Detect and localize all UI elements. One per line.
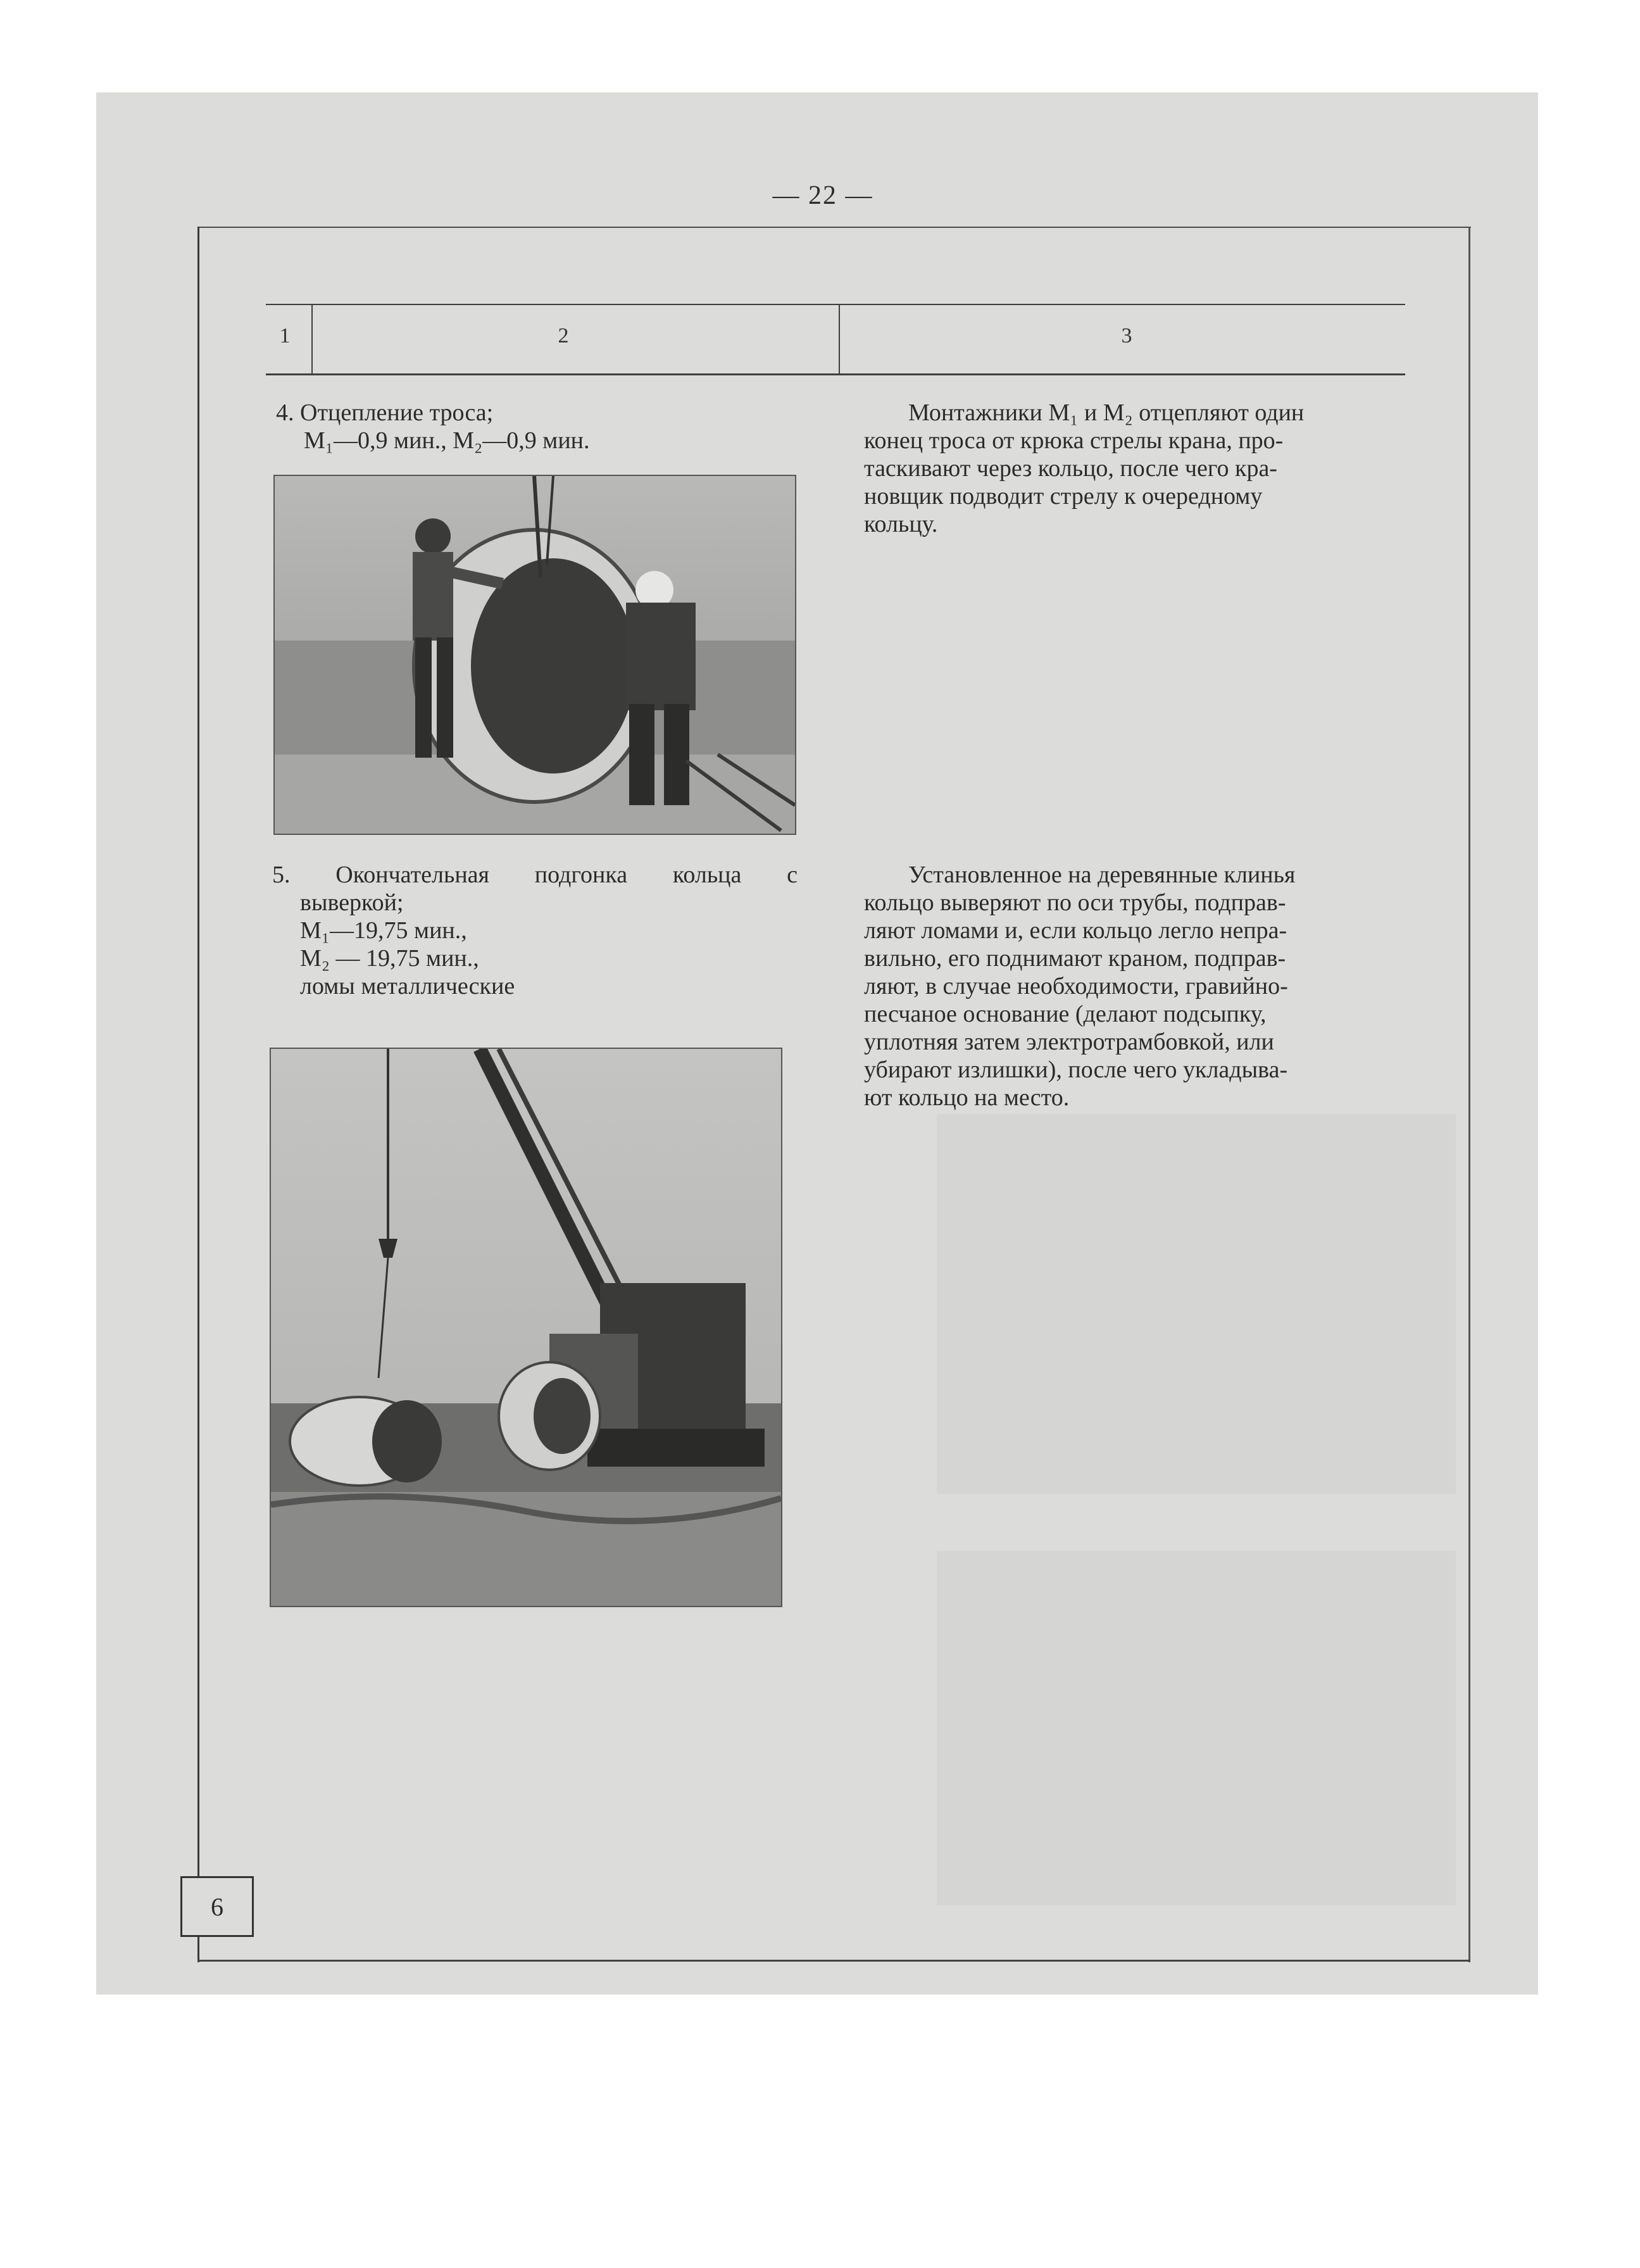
description-4-line-4: новщик подводит стрелу к очередному: [864, 483, 1263, 510]
operation-5-line-2: выверкой;: [300, 889, 404, 916]
operation-5-line-4: М₂ — 19,75 мин.,: [300, 945, 479, 972]
description-4-line-2: конец троса от крюка стрелы крана, про-: [864, 427, 1284, 454]
operation-5-line-5: ломы металлические: [300, 973, 515, 999]
frame-left-border: [197, 227, 199, 1962]
column-number-2: 2: [558, 324, 569, 348]
workers-unhooking-cable-photo: [273, 475, 796, 835]
table-header-top-rule: [266, 304, 1405, 305]
description-5-line-3: ляют ломами и, если кольцо легло непра-: [864, 917, 1287, 944]
frame-top-border: [197, 227, 1471, 228]
frame-bottom-border: [197, 1960, 1470, 1962]
description-4: [864, 399, 1396, 538]
column-number-3: 3: [1121, 324, 1132, 348]
description-5: [864, 861, 1396, 1112]
sheet-number: 6: [180, 1876, 254, 1937]
description-5-line-9: ют кольцо на место.: [864, 1084, 1070, 1111]
description-5-line-6: песчаное основание (делают подсыпку,: [864, 1001, 1267, 1027]
bleed-through-shadow: [937, 1114, 1456, 1494]
description-5-line-7: уплотняя затем электротрамбовкой, или: [864, 1029, 1274, 1055]
frame-right-border: [1468, 227, 1470, 1962]
operation-4-times: М₁—0,9 мин., М₂—0,9 мин.: [304, 427, 590, 454]
page-number: — 22 —: [772, 181, 873, 210]
description-4-line-5: кольцу.: [864, 511, 938, 537]
operation-4: [276, 399, 833, 454]
column-number-1: 1: [279, 324, 291, 348]
table-header-divider-2: [839, 304, 840, 375]
description-4-line-1: Монтажники М₁ и М₂ отцепляют один: [908, 399, 1305, 426]
crane-placing-ring-photo: [270, 1048, 782, 1607]
operation-4-title: 4. Отцепление троса;: [276, 399, 494, 426]
description-5-line-5: ляют, в случае необходимости, гравийно-: [864, 973, 1288, 999]
table-header-bottom-rule: [266, 373, 1405, 375]
operation-5: [272, 861, 798, 1000]
bleed-through-shadow-lower: [937, 1551, 1456, 1905]
operation-5-title: 5. Окончательная подгонка кольца с: [272, 861, 798, 888]
description-5-line-1: Установленное на деревянные клинья: [908, 861, 1296, 888]
operation-5-line-3: М₁—19,75 мин.,: [300, 917, 467, 944]
description-4-line-3: таскивают через кольцо, после чего кра-: [864, 455, 1277, 482]
description-5-line-8: убирают излишки), после чего укладыва-: [864, 1056, 1288, 1083]
table-header-divider-1: [311, 304, 313, 375]
description-5-line-2: кольцо выверяют по оси трубы, подправ-: [864, 889, 1286, 916]
description-5-line-4: вильно, его поднимают краном, подправ-: [864, 945, 1286, 972]
